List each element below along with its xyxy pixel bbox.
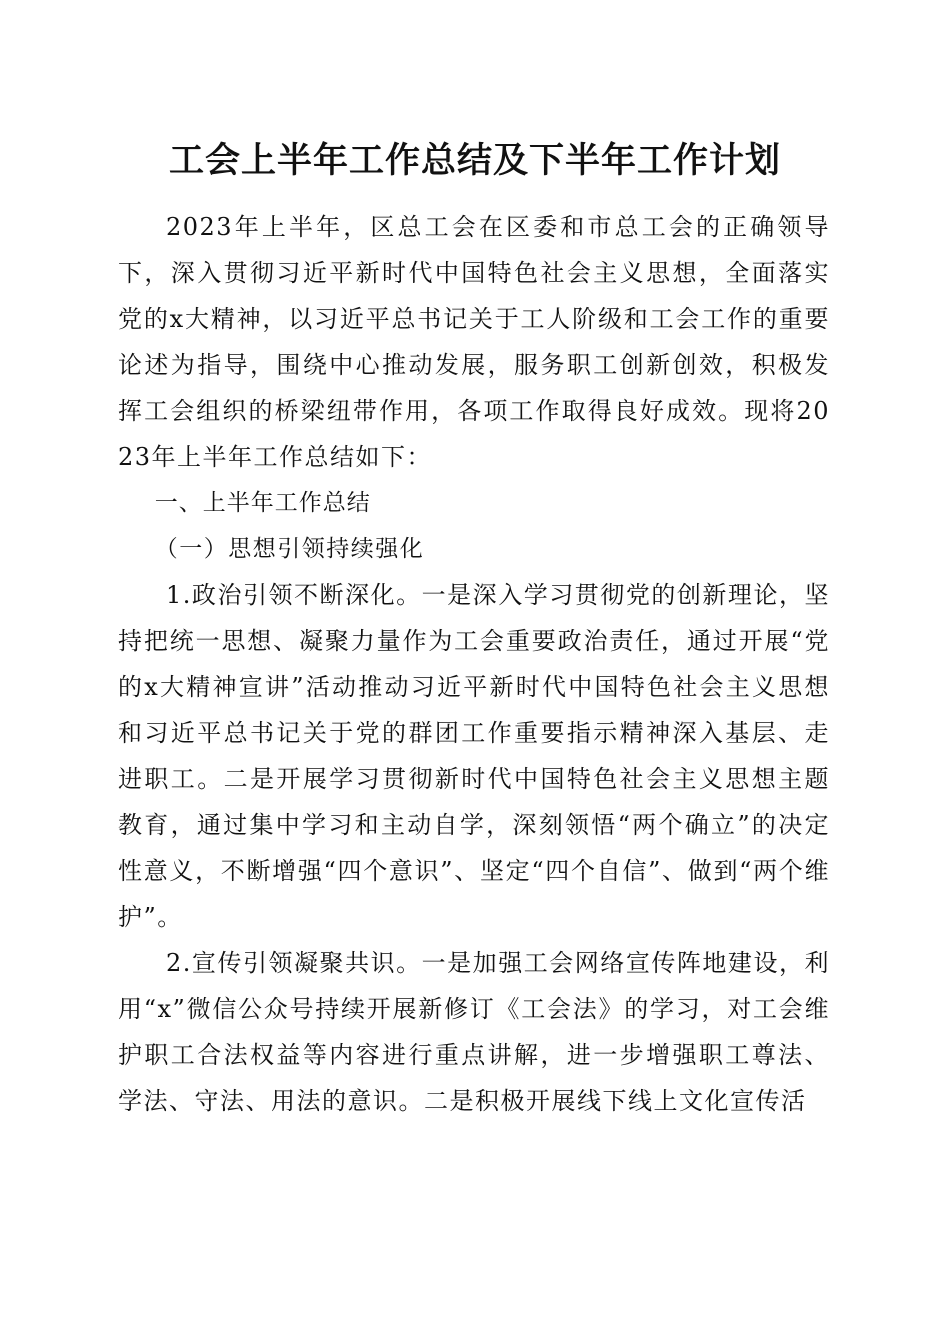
document-body: [118, 204, 830, 1124]
section-heading: 一、上半年工作总结: [154, 490, 371, 516]
paragraph-item-2: 2.宣传引领凝聚共识。一是加强工会网络宣传阵地建设，利用“x”微信公众号持续开展新修订《工会法》的学习，对工会维护职工合法权益等内容进行重点讲解，进一步增强职工尊法、学法、守法、用法的意识。二是积极开展线下线上文化宣传活: [118, 949, 830, 1115]
document-title: 工会上半年工作总结及下半年工作计划: [168, 140, 781, 181]
subsection-heading: （一）思想引领持续强化: [154, 536, 425, 562]
paragraph-item-1: 1.政治引领不断深化。一是深入学习贯彻党的创新理论，坚持把统一思想、凝聚力量作为工会重要政治责任，通过开展“党的x大精神宣讲”活动推动习近平新时代中国特色社会主义思想和习近平总书记关于党的群团工作重要指示精神深入基层、走进职工。二是开展学习贯彻新时代中国特色社会主义思想主题教育，通过集中学习和主动自学，深刻领悟“两个确立”的决定性意义，不断增强“四个意识”、坚定“四个自信”、做到“两个维护”。: [118, 581, 830, 931]
intro-paragraph: 2023年上半年，区总工会在区委和市总工会的正确领导下，深入贯彻习近平新时代中国特色社会主义思想，全面落实党的x大精神，以习近平总书记关于工人阶级和工会工作的重要论述为指导，围绕中心推动发展，服务职工创新创效，积极发挥工会组织的桥梁纽带作用，各项工作取得良好成效。现将2023年上半年工作总结如下：: [118, 213, 830, 471]
